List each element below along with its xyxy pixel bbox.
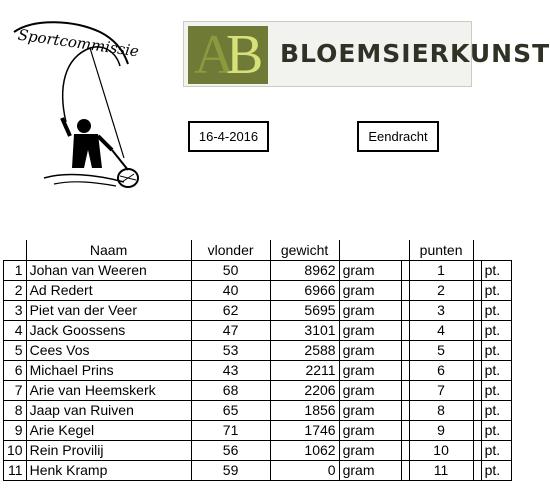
column-header-vlonder: vlonder [191,240,270,260]
rank-cell: 4 [4,320,27,340]
rank-cell: 9 [4,420,27,440]
unit-cell: gram [339,260,401,280]
table-row [4,280,512,300]
unit-cell: gram [339,300,401,320]
sportcommissie-logo [4,18,140,194]
name-cell: Ad Redert [26,280,191,300]
sponsor-logo-mark [188,26,268,84]
column-header-naam: Naam [26,240,191,260]
spacer-cell [401,260,409,280]
vlonder-cell: 53 [191,340,270,360]
date-box: 16-4-2016 [188,121,269,152]
sponsor-letter-b: B [226,24,264,86]
name-cell: Johan van Weeren [26,260,191,280]
spacer-cell [401,280,409,300]
table-row [4,360,512,380]
punten-cell: 1 [409,260,473,280]
vlonder-cell: 71 [191,420,270,440]
punten-cell: 8 [409,400,473,420]
name-cell: Michael Prins [26,360,191,380]
spacer-cell [401,420,409,440]
unit-cell: gram [339,280,401,300]
punten-cell: 3 [409,300,473,320]
rank-cell: 6 [4,360,27,380]
sponsor-name: BLOEMSIERKUNST [280,39,550,68]
venue-box: Eendracht [357,121,439,152]
table-row [4,300,512,320]
header-blank [481,240,511,260]
vlonder-cell: 68 [191,380,270,400]
table-row [4,420,512,440]
name-cell: Henk Kramp [26,460,191,480]
spacer-cell [473,420,481,440]
pt-cell: pt. [481,380,511,400]
spacer-cell [473,260,481,280]
gewicht-cell: 1856 [270,400,339,420]
vlonder-cell: 62 [191,300,270,320]
name-cell: Jack Goossens [26,320,191,340]
spacer-cell [473,340,481,360]
header-blank [4,240,27,260]
table-row [4,340,512,360]
punten-cell: 4 [409,320,473,340]
spacer-cell [473,360,481,380]
unit-cell: gram [339,320,401,340]
pt-cell: pt. [481,320,511,340]
rank-cell: 8 [4,400,27,420]
rank-cell: 1 [4,260,27,280]
spacer-cell [401,400,409,420]
spacer-cell [473,320,481,340]
vlonder-cell: 50 [191,260,270,280]
unit-cell: gram [339,400,401,420]
pt-cell: pt. [481,440,511,460]
punten-cell: 9 [409,420,473,440]
unit-cell: gram [339,360,401,380]
table-header-row [4,240,512,260]
spacer-cell [473,460,481,480]
spacer-cell [401,380,409,400]
header-blank [401,240,409,260]
name-cell: Arie van Heemskerk [26,380,191,400]
unit-cell: gram [339,380,401,400]
punten-cell: 7 [409,380,473,400]
results-table [3,240,512,481]
gewicht-cell: 0 [270,460,339,480]
punten-cell: 5 [409,340,473,360]
pt-cell: pt. [481,280,511,300]
column-header-punten: punten [409,240,473,260]
pt-cell: pt. [481,300,511,320]
sponsor-letter-a: A [194,24,235,86]
gewicht-cell: 1062 [270,440,339,460]
table-row [4,260,512,280]
punten-cell: 6 [409,360,473,380]
vlonder-cell: 43 [191,360,270,380]
name-cell: Piet van der Veer [26,300,191,320]
gewicht-cell: 2206 [270,380,339,400]
gewicht-cell: 3101 [270,320,339,340]
punten-cell: 11 [409,460,473,480]
gewicht-cell: 2588 [270,340,339,360]
unit-cell: gram [339,420,401,440]
spacer-cell [473,280,481,300]
name-cell: Arie Kegel [26,420,191,440]
gewicht-cell: 8962 [270,260,339,280]
spacer-cell [401,440,409,460]
vlonder-cell: 65 [191,400,270,420]
pt-cell: pt. [481,360,511,380]
table-row [4,320,512,340]
logo-lettering: Sportcommissie [16,25,140,61]
spacer-cell [473,300,481,320]
header-blank [473,240,481,260]
punten-cell: 10 [409,440,473,460]
table-row [4,380,512,400]
unit-cell: gram [339,440,401,460]
header-blank [339,240,401,260]
spacer-cell [401,320,409,340]
rank-cell: 3 [4,300,27,320]
unit-cell: gram [339,460,401,480]
name-cell: Jaap van Ruiven [26,400,191,420]
spacer-cell [401,360,409,380]
gewicht-cell: 1746 [270,420,339,440]
gewicht-cell: 2211 [270,360,339,380]
vlonder-cell: 56 [191,440,270,460]
rank-cell: 10 [4,440,27,460]
spacer-cell [401,340,409,360]
rank-cell: 7 [4,380,27,400]
spacer-cell [401,300,409,320]
pt-cell: pt. [481,340,511,360]
vlonder-cell: 59 [191,460,270,480]
spacer-cell [473,400,481,420]
pt-cell: pt. [481,460,511,480]
table-row [4,460,512,480]
rank-cell: 11 [4,460,27,480]
column-header-gewicht: gewicht [270,240,339,260]
pt-cell: pt. [481,400,511,420]
pt-cell: pt. [481,420,511,440]
rank-cell: 5 [4,340,27,360]
table-row [4,400,512,420]
vlonder-cell: 40 [191,280,270,300]
spacer-cell [401,460,409,480]
vlonder-cell: 47 [191,320,270,340]
gewicht-cell: 5695 [270,300,339,320]
spacer-cell [473,440,481,460]
unit-cell: gram [339,340,401,360]
rank-cell: 2 [4,280,27,300]
sponsor-banner [183,21,550,87]
name-cell: Rein Provilij [26,440,191,460]
name-cell: Cees Vos [26,340,191,360]
spacer-cell [473,380,481,400]
table-row [4,440,512,460]
pt-cell: pt. [481,260,511,280]
punten-cell: 2 [409,280,473,300]
gewicht-cell: 6966 [270,280,339,300]
